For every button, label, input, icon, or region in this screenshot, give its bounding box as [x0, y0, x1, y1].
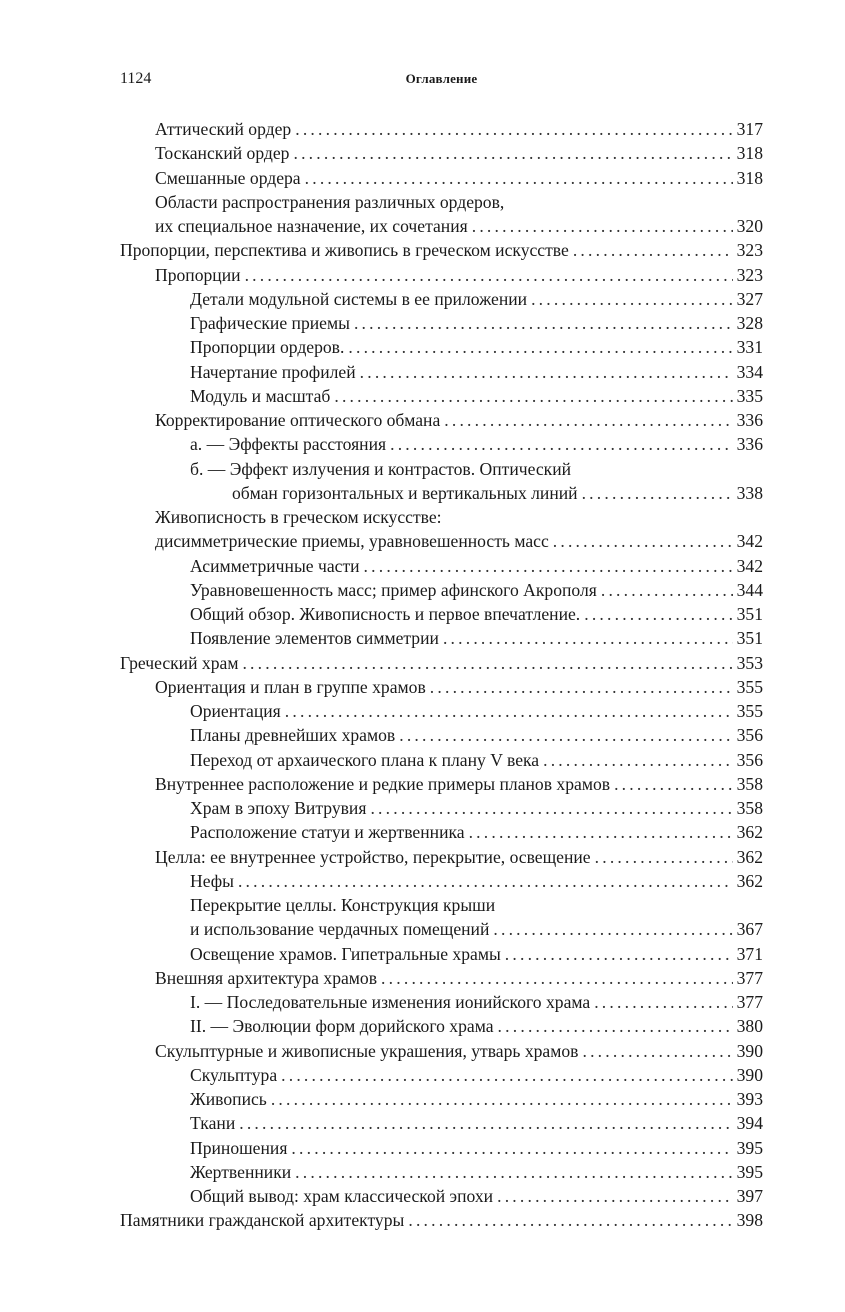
- toc-entry-page: 390: [736, 1040, 763, 1061]
- toc-entry-row: [190, 748, 763, 772]
- toc-entry: [120, 1160, 763, 1184]
- toc-entry-title: Тосканский ордер: [155, 143, 290, 164]
- dot-leader: [549, 529, 733, 553]
- toc-entry: [120, 166, 763, 190]
- toc-entry-page: 380: [736, 1016, 763, 1037]
- dot-leader: [267, 1087, 733, 1111]
- toc-entry-row: [190, 360, 763, 384]
- toc-entry-title: Аттический ордер: [155, 119, 292, 139]
- toc-entry-row: [155, 675, 763, 699]
- toc-entry: [120, 190, 763, 239]
- toc-entry-row: [190, 917, 763, 941]
- toc-entry-row: [155, 263, 763, 287]
- dot-leader: [287, 1136, 733, 1160]
- toc-entry-title: Внешняя архитектура храмов: [155, 967, 378, 988]
- toc-entry-row: [190, 626, 763, 650]
- dot-leader: [404, 1208, 733, 1232]
- toc-entry-row: [190, 796, 763, 820]
- dot-leader: [277, 1063, 733, 1087]
- toc-entry-page: 318: [736, 143, 763, 164]
- toc-entry-row: [190, 1087, 763, 1111]
- toc-entry-title: Освещение храмов. Гипетральные храмы: [190, 943, 501, 964]
- dot-leader: [377, 966, 733, 990]
- dot-leader: [539, 748, 733, 772]
- toc-entry: [120, 869, 763, 893]
- toc-entry-page: 351: [736, 628, 763, 649]
- dot-leader: [590, 990, 733, 1014]
- toc-entry-title: Пропорции, перспектива и живопись в греческом искусстве: [120, 240, 569, 261]
- toc-entry: [120, 432, 763, 456]
- toc-entry-row: [120, 651, 763, 675]
- dot-leader: [330, 384, 733, 408]
- toc-entry-title: Модуль и масштаб: [190, 385, 331, 406]
- dot-leader: [468, 214, 733, 238]
- toc-entry: [120, 1063, 763, 1087]
- toc-entry-page: 336: [736, 410, 763, 430]
- toc-entry-title: Начертание профилей: [190, 361, 356, 382]
- toc-entry-row: [155, 214, 763, 238]
- toc-entry-title: их специальное назначение, их сочетания: [155, 216, 468, 236]
- toc-entry-page: 351: [736, 604, 763, 624]
- toc-entry-row: [190, 1136, 763, 1160]
- toc-entry-title: Общий обзор. Живописность и первое впечатление.: [190, 604, 581, 624]
- toc-entry: [120, 457, 763, 481]
- toc-entry-page: 355: [736, 701, 763, 721]
- toc-entry: [120, 1039, 763, 1063]
- toc-entry-title: Пропорции ордеров.: [190, 337, 345, 358]
- toc-entry-row: [190, 384, 763, 408]
- toc-entry-title: Храм в эпоху Витрувия: [190, 798, 367, 818]
- toc-entry-row: [155, 772, 763, 796]
- toc-entry-title: I. — Последовательные изменения ионийского храма: [190, 992, 591, 1012]
- toc-entry-title: Уравновешенность масс; пример афинского Акрополя: [190, 579, 597, 600]
- toc-entry-row: [190, 820, 763, 844]
- running-head: [120, 70, 763, 94]
- toc-entry-title: Внутреннее расположение и редкие примеры планов храмов: [155, 773, 611, 794]
- toc-entry: [120, 311, 763, 335]
- toc-entry-page: 323: [736, 264, 763, 285]
- toc-entry: [120, 699, 763, 723]
- table-of-contents: [120, 117, 763, 1233]
- toc-entry-page: 371: [736, 943, 763, 964]
- toc-entry-page: 317: [736, 119, 763, 139]
- dot-leader: [493, 1184, 733, 1208]
- toc-entry-title: Планы древнейших храмов: [190, 725, 396, 746]
- toc-entry-page: 334: [736, 361, 763, 382]
- toc-entry-page: 358: [736, 798, 763, 818]
- toc-entry: [120, 651, 763, 675]
- toc-entry: [120, 966, 763, 990]
- toc-entry-row: [120, 1208, 763, 1232]
- toc-entry: [120, 626, 763, 650]
- running-head-title: Оглавление: [405, 71, 478, 86]
- toc-entry-title: Живопись: [190, 1089, 267, 1109]
- toc-entry-row: [190, 699, 763, 723]
- toc-entry-title-line: Перекрытие целлы. Конструкция крыши: [190, 895, 496, 915]
- toc-entry-page: 390: [736, 1064, 763, 1085]
- toc-entry-page: 338: [736, 482, 763, 503]
- toc-entry-title: Скульптура: [190, 1064, 278, 1085]
- dot-leader: [465, 820, 733, 844]
- toc-entry-page: 344: [736, 579, 763, 600]
- dot-leader: [281, 699, 733, 723]
- toc-entry-row: [155, 1039, 763, 1063]
- toc-entry-page: 395: [736, 1137, 763, 1158]
- toc-entry-row: [190, 990, 763, 1014]
- dot-leader: [610, 772, 733, 796]
- dot-leader: [597, 578, 733, 602]
- toc-entry-page: 336: [736, 434, 763, 455]
- toc-entry: [120, 748, 763, 772]
- toc-entry: [120, 796, 763, 820]
- toc-entry-row: [155, 166, 763, 190]
- dot-leader: [241, 263, 733, 287]
- dot-leader: [527, 287, 733, 311]
- dot-leader: [494, 1014, 733, 1038]
- dot-leader: [360, 554, 733, 578]
- dot-leader: [234, 869, 733, 893]
- dot-leader: [578, 1039, 733, 1063]
- dot-leader: [291, 1160, 733, 1184]
- toc-entry: [120, 845, 763, 869]
- dot-leader: [569, 238, 733, 262]
- toc-entry-row: [232, 481, 763, 505]
- toc-entry: [120, 384, 763, 408]
- toc-entry-page: 342: [736, 531, 763, 552]
- toc-entry-title: Общий вывод: храм классической эпохи: [190, 1186, 494, 1206]
- toc-entry-title: обман горизонтальных и вертикальных линий: [232, 482, 578, 503]
- toc-entry: [120, 1014, 763, 1038]
- dot-leader: [580, 602, 733, 626]
- toc-entry-page: 318: [736, 167, 763, 188]
- toc-entry-page: 394: [736, 1113, 763, 1134]
- dot-leader: [289, 141, 733, 165]
- toc-entry: [120, 1136, 763, 1160]
- toc-entry-page: 398: [736, 1210, 763, 1231]
- toc-entry-title: Детали модульной системы в ее приложении: [190, 288, 528, 309]
- toc-entry-page: 393: [736, 1089, 763, 1109]
- toc-entry: [120, 1111, 763, 1135]
- toc-entry-title: Греческий храм: [120, 652, 239, 673]
- toc-entry-title: Смешанные ордера: [155, 167, 301, 188]
- dot-leader: [344, 335, 733, 359]
- toc-entry-title: Ориентация: [190, 701, 281, 721]
- toc-entry-page: 331: [736, 337, 763, 358]
- toc-entry: [120, 723, 763, 747]
- toc-entry-title: Памятники гражданской архитектуры: [120, 1210, 405, 1231]
- toc-entry: [120, 1184, 763, 1208]
- dot-leader: [439, 626, 733, 650]
- toc-entry-page: 327: [736, 288, 763, 309]
- toc-entry-title-line: Живописность в греческом искусстве:: [155, 507, 442, 527]
- toc-entry: [120, 141, 763, 165]
- dot-leader: [501, 942, 733, 966]
- toc-entry-title: Ориентация и план в группе храмов: [155, 676, 426, 697]
- toc-entry-page: 362: [736, 846, 763, 867]
- dot-leader: [238, 651, 733, 675]
- toc-entry: [120, 1208, 763, 1232]
- toc-entry-title: II. — Эволюции форм дорийского храма: [190, 1016, 494, 1037]
- toc-entry-title: Целла: ее внутреннее устройство, перекрытие, освещение: [155, 846, 591, 867]
- dot-leader: [291, 117, 733, 141]
- toc-entry-title-line: б. — Эффект излучения и контрастов. Оптический: [190, 458, 572, 479]
- toc-entry: [120, 820, 763, 844]
- toc-entry: [120, 990, 763, 1014]
- toc-entry-row: [190, 869, 763, 893]
- toc-entry-row: [190, 311, 763, 335]
- toc-entry-title: Нефы: [190, 870, 234, 891]
- dot-leader: [440, 408, 733, 432]
- toc-entry-page: 358: [736, 773, 763, 794]
- toc-entry: [120, 1087, 763, 1111]
- toc-entry: [120, 117, 763, 141]
- toc-entry: [120, 893, 763, 942]
- toc-entry-page: 356: [736, 749, 763, 770]
- toc-entry-row: [190, 335, 763, 359]
- toc-entry: [120, 408, 763, 432]
- toc-entry-row: [155, 408, 763, 432]
- dot-leader: [395, 723, 733, 747]
- toc-entry-title: Асимметричные части: [190, 555, 360, 576]
- toc-entry: [120, 263, 763, 287]
- toc-entry-row: [190, 1184, 763, 1208]
- toc-entry-title: Пропорции: [155, 264, 241, 285]
- toc-entry: [120, 578, 763, 602]
- dot-leader: [426, 675, 733, 699]
- toc-entry-title: Жертвенники: [190, 1161, 292, 1182]
- toc-entry-row: [190, 554, 763, 578]
- toc-entry-row: [190, 1111, 763, 1135]
- toc-entry-row: [190, 287, 763, 311]
- toc-entry-row: [190, 1063, 763, 1087]
- toc-entry-page: 367: [736, 919, 763, 940]
- toc-entry-page: 353: [736, 652, 763, 673]
- toc-entry: [120, 360, 763, 384]
- toc-entry: [120, 238, 763, 262]
- toc-entry: [120, 675, 763, 699]
- toc-entry-title: дисимметрические приемы, уравновешенность масс: [155, 531, 549, 552]
- toc-entry-title: Переход от архаического плана к плану V века: [190, 749, 540, 770]
- toc-entry-page: 355: [736, 676, 763, 697]
- toc-entry-row: [190, 942, 763, 966]
- toc-entry-title: Расположение статуи и жертвенника: [190, 822, 465, 843]
- dot-leader: [578, 481, 733, 505]
- toc-entry-row: [190, 602, 763, 626]
- dot-leader: [489, 917, 733, 941]
- page-number: 1124: [120, 70, 152, 87]
- toc-entry-title: Появление элементов симметрии: [190, 628, 439, 649]
- toc-entry-title: и использование чердачных помещений: [190, 919, 490, 940]
- dot-leader: [386, 432, 733, 456]
- toc-entry-row: [155, 117, 763, 141]
- toc-entry-page: 362: [736, 870, 763, 891]
- toc-entry-row: [190, 723, 763, 747]
- toc-entry: [120, 554, 763, 578]
- toc-entry-row: [155, 141, 763, 165]
- toc-entry-row: [120, 238, 763, 262]
- toc-entry-page: 397: [736, 1186, 763, 1206]
- toc-entry-title: а. — Эффекты расстояния: [190, 434, 387, 455]
- toc-entry-title: Скульптурные и живописные украшения, утварь храмов: [155, 1040, 579, 1061]
- toc-entry: [120, 287, 763, 311]
- toc-entry: [120, 335, 763, 359]
- toc-entry-title: Ткани: [190, 1113, 236, 1134]
- toc-entry-page: 328: [736, 313, 763, 333]
- dot-leader: [235, 1111, 733, 1135]
- toc-entry-title: Графические приемы: [190, 313, 350, 333]
- toc-entry-row: [155, 845, 763, 869]
- toc-entry-row: [155, 529, 763, 553]
- toc-entry-row: [190, 578, 763, 602]
- toc-entry-title: Приношения: [190, 1137, 288, 1158]
- toc-entry: [120, 505, 763, 554]
- dot-leader: [350, 311, 733, 335]
- toc-entry-page: 377: [736, 992, 763, 1012]
- toc-entry-page: 377: [736, 967, 763, 988]
- toc-entry-row: [155, 966, 763, 990]
- toc-entry-page: 323: [736, 240, 763, 261]
- toc-entry-page: 395: [736, 1161, 763, 1182]
- toc-entry-row: [190, 432, 763, 456]
- toc-entry-page: 335: [736, 385, 763, 406]
- toc-entry: [120, 602, 763, 626]
- dot-leader: [356, 360, 733, 384]
- toc-entry: [120, 481, 763, 505]
- toc-entry-page: 362: [736, 822, 763, 843]
- toc-entry-page: 320: [736, 216, 763, 236]
- toc-entry-page: 342: [736, 555, 763, 576]
- toc-entry-row: [190, 1160, 763, 1184]
- toc-entry-page: 356: [736, 725, 763, 746]
- toc-entry: [120, 772, 763, 796]
- dot-leader: [591, 845, 733, 869]
- toc-entry-title: Корректирование оптического обмана: [155, 410, 441, 430]
- dot-leader: [366, 796, 733, 820]
- toc-entry-title-line: Области распространения различных ордеров,: [155, 191, 505, 212]
- dot-leader: [301, 166, 733, 190]
- toc-entry-row: [190, 1014, 763, 1038]
- toc-entry: [120, 942, 763, 966]
